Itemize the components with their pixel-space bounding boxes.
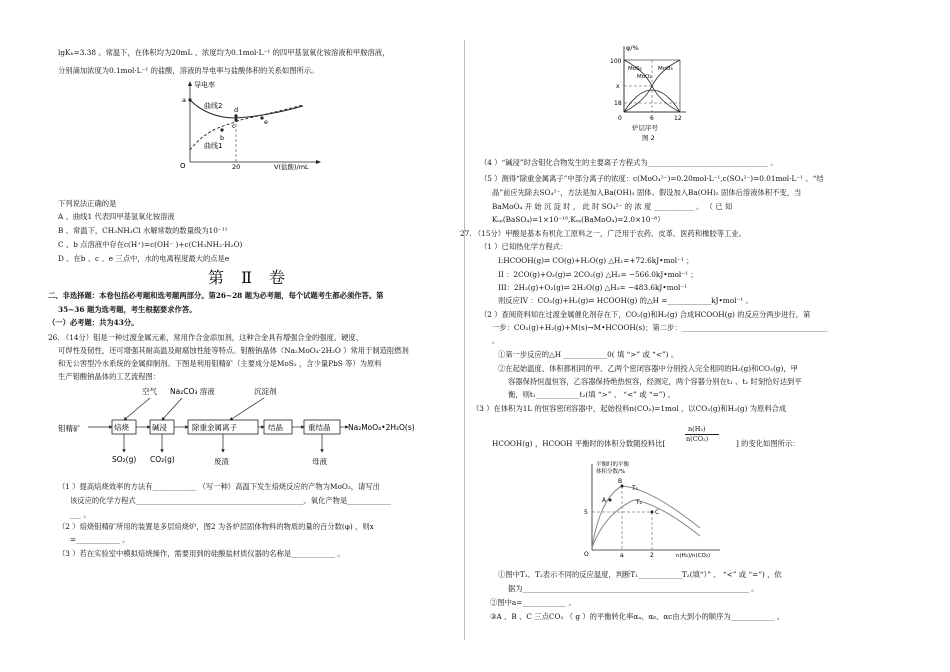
s26-1-line-2: 该反应的化学方程式______________________________________________。氧化产物是____________ (70, 496, 392, 505)
section2-line-2: 35~36 题为选考题，考生根据要求作答。 (58, 305, 197, 314)
q27-2-line-1: （2 ）查阅资料知在过渡金属催化剂存在下，CO₂(g)和H₂(g) 合成HCOOH(g) 的反应分两步进行，第 (480, 310, 811, 319)
flow-product: Na₂MoO₄•2H₂O(s) (348, 423, 415, 432)
section2-line-3: （一）必考题：共为43分。 (48, 318, 139, 327)
q27-3-line-2b: ] 的变化如图所示： (736, 439, 800, 448)
q26-5-line-3: BaMoO₄ 开 始 沉 淀 时 ， 此 时 SO₄²⁻ 的 浓 度 ___________ 。 （ 已 知 (492, 202, 733, 211)
fig2-xlabel: 炉层序号 (632, 124, 658, 132)
fig2-ylabel: φ/% (626, 44, 639, 52)
flow-alkali: 碱浸 (152, 423, 167, 432)
fig3-xlabel: n(H₂)/n(CO₂) (676, 553, 711, 558)
flow-crystal: 结晶 (268, 423, 283, 432)
section2-line-1: 二、非选择题：本卷包括必考题和选考题两部分。第26~28 题为必考题，每个试题考生都必须作答。第 (48, 291, 384, 300)
flow-ore: 钼精矿 (58, 424, 81, 433)
fig2-moo3-label: MoO₃ (658, 66, 673, 72)
flow-recrystal: 重结晶 (308, 423, 331, 432)
fig1-point-b (220, 128, 223, 131)
fig1-label-e: e (264, 118, 268, 126)
eq-2: II ：2CO(g)+O₂(g)⇌ 2CO₂(g) △H₂= −566.0kJ•mol⁻¹ ； (498, 270, 698, 279)
fig3-curve-t1 (592, 486, 700, 548)
fig1-x-arrow (316, 160, 321, 164)
q27-3-sub-1b: 据为______________________________________________________________ 。 (508, 584, 759, 593)
q27-3-sub-2: ②图中a=____________ 。 (490, 598, 576, 607)
equilibrium-figure (580, 458, 730, 558)
q26-4: （4 ）“碱浸”时含钼化合物发生的主要离子方程式为_________________________________ 。 (480, 158, 778, 167)
q27-2-sub-2c: 衡，则t₁____________t₂(填 “>” 、 “<” 或 “=”) 。 (508, 390, 675, 399)
flow-waste: 废渣 (214, 457, 229, 466)
intro-line-2: 分别滴加浓度为0.1mol·L⁻¹ 的盐酸，溶液的导电率与盐酸体积的关系如图所示。 (58, 66, 319, 75)
option-d: D 、在b 、c 、e 三点中，水的电离程度最大的点是e (58, 254, 230, 263)
fig2-moo2-label: MoO₂ (637, 74, 652, 80)
ratio-denominator: n(CO₂) (686, 435, 709, 443)
s26-1-line-1: （1 ）提高焙烧效率的方法有____________ （写一种）高温下发生焙烧反应的产物为MoO₃，请写出 (58, 482, 380, 491)
fig1-origin: O (180, 162, 186, 170)
option-b: B 、常温下，CH₃NH₃Cl 水解常数的数量级为10⁻¹¹ (58, 226, 228, 235)
fig3-label-a: A (602, 497, 607, 504)
question-stem: 下列说法正确的是 (58, 199, 117, 208)
fig2-caption: 图 2 (642, 134, 655, 142)
q26-5-line-1: （5 ）测得“除重金属离子”中部分离子的浓度：c(MoO₄²⁻)=0.20mol·L⁻¹,c(SO₄²⁻)=0.01mol·L⁻¹ 。“结 (480, 174, 824, 183)
q26-5-line-2: 晶”前应先除去SO₄²⁻，方法是加入Ba(OH)₂ 固体。假设加入Ba(OH)₂ 固体后溶液体积不变，当 (492, 188, 802, 197)
fig1-label-b: b (220, 134, 225, 142)
q26-5-line-4: Kₛₚ(BaSO₄)=1×10⁻¹⁰,Kₛₚ(BaMoO₄)=2.0×10⁻⁸） (492, 215, 665, 224)
fig3-ylabel-1: 平衡时的平衡 (596, 462, 630, 468)
q27-2-line-2: 一步：CO₂(g)+H₂(g)+M(s)→M•HCOOH(s)；第二步：________________________________________ (492, 323, 828, 332)
eq-3: III：2H₂(g)+O₂(g)⇌ 2H₂O(g) △H₃= −483.6kJ•mol⁻¹ (498, 283, 688, 292)
fig3-point-c (651, 511, 654, 514)
fig1-label-c: c (232, 122, 236, 130)
fig2-x6: 6 (650, 115, 654, 122)
fig3-curve-t2 (592, 500, 700, 548)
ratio-numerator: n(H₂) (688, 425, 706, 433)
flow-arrow-air (124, 398, 150, 420)
fig3-label-t2: T₂ (636, 499, 643, 506)
fig2-yx: x (616, 83, 620, 90)
q26-line-1: 26. （14分）钼是一种过渡金属元素，常用作合金添加剂，这种合金具有增强合金的强度、硬度、 (48, 333, 364, 342)
column-divider (464, 40, 465, 640)
s26-1-line-3: ___ 。 (70, 510, 91, 519)
fig1-label-a: a (182, 96, 186, 104)
fig2-y18: 18 (614, 100, 622, 107)
volume-title: 第 Ⅱ 卷 (208, 268, 292, 287)
fig2-y0: 0 (618, 115, 622, 122)
fig1-ylabel: 导电率 (194, 81, 215, 89)
q27-2-sub-2b: 容器保持恒温恒容，乙容器保持绝热恒容，经测定，两个容器分别在t₁ 、t₂ 时刻恰好达到平 (508, 377, 802, 386)
fig1-y-arrow (188, 81, 192, 86)
q27-3-line-1: （3 ）在体积为1L 的恒容密闭容器中，起始投料n(CO₂)=1mol ，以CO₂(g)和H₂(g) 为原料合成 (472, 404, 787, 413)
fig1-point-d (234, 114, 237, 117)
flow-precipitant: 沉淀剂 (254, 387, 277, 396)
flow-so2: SO₂(g) (112, 455, 137, 464)
q27-2-sub-2a: ②在起始温度、体积都相同的甲、乙两个密闭容器中分别投入完全相同的H₂(g)和CO₂(g)，甲 (498, 364, 798, 373)
option-c: C 、b 点溶液中存在c(H⁺)=c(OH⁻ )+c(CH₃NH₂·H₂O) (58, 240, 243, 249)
flow-roast: 焙烧 (114, 423, 129, 432)
s26-3: （3 ）若在实验室中模拟焙烧操作，需要用到的硅酸盐材质仪器的名称是____________ 。 (58, 549, 345, 558)
q26-line-3: 和无公害型冷水系统的金属抑制剂。下图是利用钼精矿（主要成分是MoS₂ ，含少量PbS 等）为原料 (58, 359, 382, 368)
s26-2-line-1: （2 ）焙烧钼精矿所用的装置是多层焙烧炉，图2 为各炉层固体物料的物质的量的百分数(φ) ，则x (58, 522, 374, 531)
s26-2-line-2: =____________ 。 (70, 535, 130, 544)
q26-line-4: 生产钼酸钠晶体的工艺流程图： (58, 372, 161, 381)
flow-na2co3: Na₂CO₃ 溶液 (170, 387, 215, 396)
fig3-origin: O (584, 551, 589, 558)
flow-arrow-precip (230, 398, 264, 420)
conductivity-figure (178, 78, 328, 170)
q27-2-line-3: 。 (492, 336, 500, 345)
q26-line-2: 可焊性及韧性，还可增强其耐高温及耐腐蚀性能等特点。钼酸钠晶体（Na₂MoO₄·2H₂O ）常用于制造阻燃剂 (58, 346, 409, 355)
q27-stem: 27. （15分）甲酸是基本有机化工原料之一，广泛用于农药、皮革、医药和橡胶等工业。 (460, 229, 746, 238)
q27-2-sub-1: ①第一步反应的△H ____________0( 填 “>” 或 “<”) 。 (498, 350, 679, 359)
eq-1: I:HCOOH(g)⇌ CO(g)+H₂O(g) △H₁=+72.6kJ•mol⁻¹ ； (498, 256, 694, 265)
fig3-x2: 2 (650, 552, 654, 558)
fig3-ylabel-2: 体积分数/% (596, 469, 626, 475)
fig2-mos2-label: MoS₂ (628, 66, 642, 72)
flow-mother: 母液 (312, 457, 327, 466)
fig3-label-b: B (618, 478, 623, 485)
fig1-xlabel: V(盐酸)/mL (274, 163, 309, 170)
fig1-curve2-label: 曲线2 (204, 102, 223, 110)
flow-co2: CO₂(g) (150, 455, 175, 464)
fig1-point-a (188, 98, 191, 101)
fig2-x12: 12 (674, 115, 682, 122)
flow-arrow-na2co3 (162, 398, 182, 420)
eq-4: 则反应IV ：CO₂(g)+H₂(g)⇌ HCOOH(g) 的△H =____________kJ•mol⁻¹ 。 (498, 296, 753, 305)
q27-1: （1 ）已知热化学方程式： (480, 242, 568, 251)
fig1-curve1-label: 曲线1 (204, 142, 223, 150)
fig1-tick-20: 20 (232, 163, 241, 170)
furnace-layer-figure (610, 40, 690, 150)
intro-line-1: lgKₕ=3.38 。常温下，在体积均为20mL 、浓度均为0.1mol·L⁻¹ 的四甲基氢氧化铵溶液和甲胺溶液， (58, 48, 390, 57)
q27-3-sub-3: ③A 、B 、C 三点CO₂ （ g ）的平衡转化率αₐ、αᵦ、αc由大到小的顺序为____________ 。 (490, 612, 785, 621)
option-a: A 、曲线1 代表四甲基氢氧化铵溶液 (58, 212, 175, 221)
fig2-y100: 100 (610, 58, 622, 65)
fig3-y5: 5 (584, 509, 588, 516)
fig3-label-t1: T₁ (632, 485, 639, 492)
flow-air: 空气 (142, 387, 157, 396)
fig1-label-d: d (234, 106, 239, 114)
q27-3-sub-1a: ①图中T₁、T₂表示不同的反应温度，判断T₁____________T₂(填“）” 、 “<” 或 “=”) ，依 (498, 570, 782, 579)
flow-remove: 除重金属离子 (192, 423, 237, 432)
q27-3-line-2: HCOOH(g) ，HCOOH 平衡时的体积分数随投料比[ (492, 439, 666, 448)
fig3-xa: a (620, 552, 624, 558)
fig3-point-a (609, 499, 612, 502)
fig3-label-c: C (655, 509, 660, 516)
process-flow-chart (58, 384, 438, 470)
